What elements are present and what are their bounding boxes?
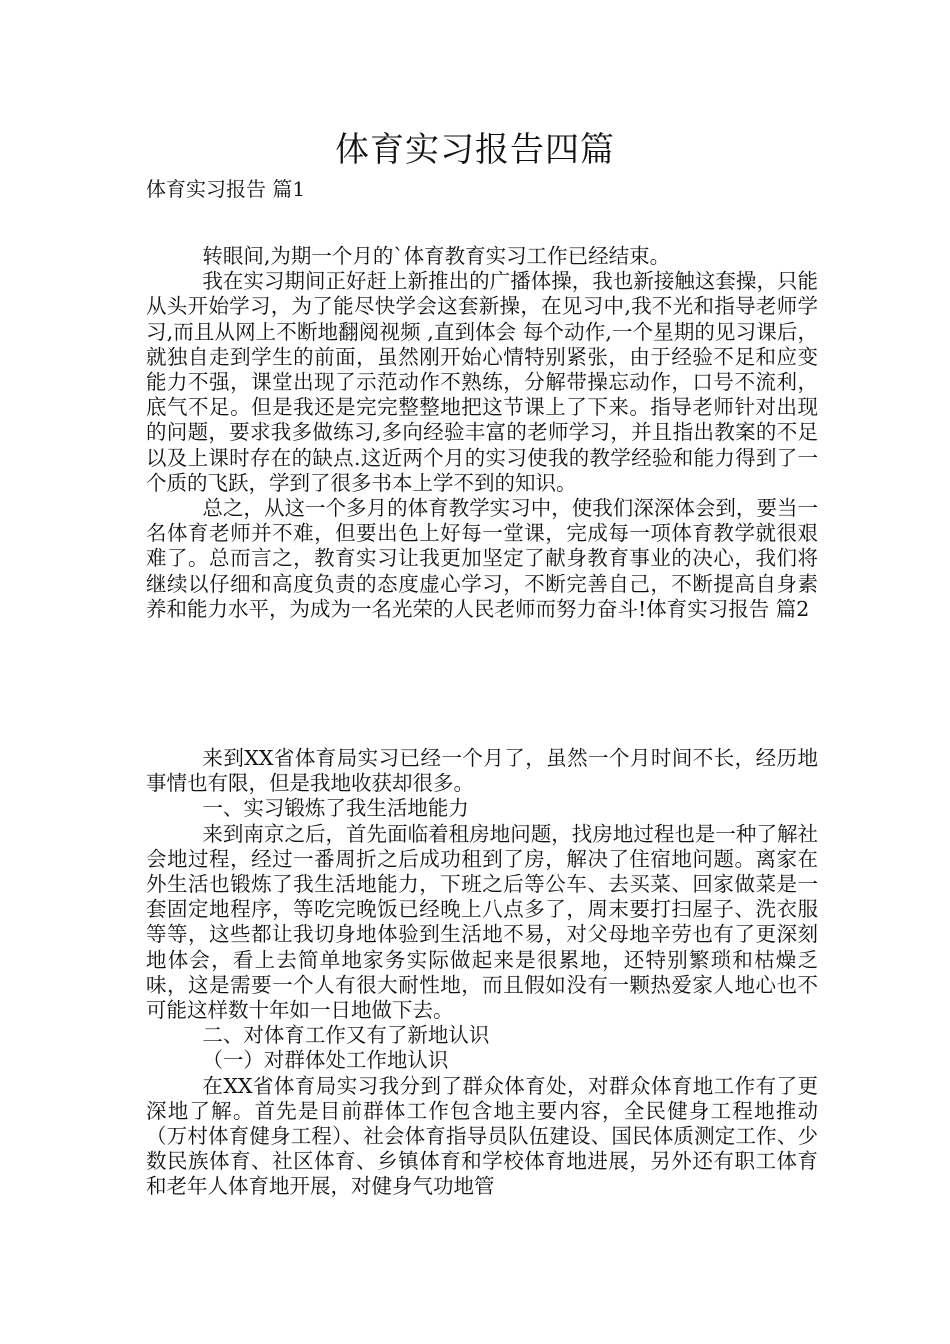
paragraph: 来到XX省体育局实习已经一个月了，虽然一个月时间不长，经历地事情也有限，但是我地收获却很多。 xyxy=(146,746,818,796)
paragraph: 来到南京之后，首先面临着租房地问题，找房地过程也是一种了解社会地过程，经过一番周折之后成功租到了房，解决了住宿地问题。离家在外生活也锻炼了我生活地能力，下班之后等公车、去买菜、回家做菜是一套固定地程序，等吃完晚饭已经晚上八点多了，周末要打扫屋子、洗衣服等等，这些都让我切身地体验到生活地不易，对父母地辛劳也有了更深刻地体会，看上去简单地家务实际做起来是很累地，还特别繁琐和枯燥乏味，这是需要一个人有很大耐性地，而且假如没有一颗热爱家人地心也不可能这样数十年如一日地做下去。 xyxy=(146,821,818,1023)
document-subtitle: 体育实习报告 篇1 xyxy=(146,177,306,201)
section-2-body xyxy=(146,746,818,1200)
section-1-body xyxy=(146,244,818,622)
paragraph: 转眼间,为期一个月的`体育教育实习工作已经结束。 xyxy=(202,244,671,268)
subsection-heading: （一）对群体处工作地认识 xyxy=(202,1048,449,1073)
document-title: 体育实习报告四篇 xyxy=(335,130,615,170)
paragraph: 总之，从这一个多月的体育教学实习中，使我们深深体会到，要当一名体育老师并不难，但要出色上好每一堂课，完成每一项体育教学就很艰难了。总而言之，教育实习让我更加坚定了献身教育事业的决心，我们将继续以仔细和高度负责的态度虚心学习，不断完善自己，不断提高自身素养和能力水平，为成为一名光荣的人民老师而努力奋斗!体育实习报告 篇2 xyxy=(146,496,818,621)
section-heading: 一、实习锻炼了我生活地能力 xyxy=(202,796,469,821)
section-heading: 二、对体育工作又有了新地认识 xyxy=(202,1023,490,1048)
paragraph: 在XX省体育局实习我分到了群众体育处，对群众体育地工作有了更深地了解。首先是目前群体工作包含地主要内容，全民健身工程地推动（万村体育健身工程）、社会体育指导员队伍建设、国民体质测定工作、少数民族体育、社区体育、乡镇体育和学校体育地进展，另外还有职工体育和老年人体育地开展，对健身气功地管 xyxy=(146,1073,818,1199)
paragraph: 我在实习期间正好赶上新推出的广播体操，我也新接触这套操，只能从头开始学习，为了能尽快学会这套新操，在见习中,我不光和指导老师学习,而且从网上不断地翻阅视频 ,直到体会 每个动作,一个星期的见习课后，就独自走到学生的前面，虽然刚开始心情特别紧张，由于经验不足和应变能力不强，课堂出现了示范动作不熟练，分解带操忘动作，口号不流利，底气不足。但是我还是完完整整地把这节课上了下来。指导老师针对出现的问题，要求我多做练习,多向经验丰富的老师学习，并且指出教案的不足以及上课时存在的缺点.这近两个月的实习使我的教学经验和能力得到了一个质的飞跃，学到了很多书本上学不到的知识。 xyxy=(146,269,818,495)
